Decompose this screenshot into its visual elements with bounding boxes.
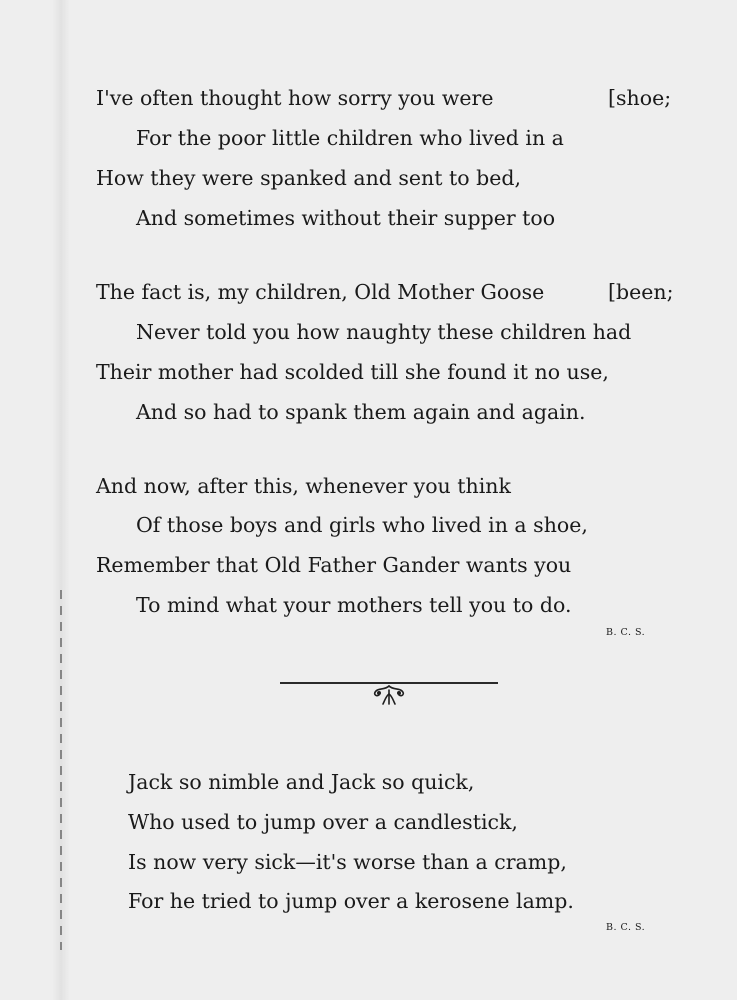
poem1-stanza1-line2: For the poor little children who lived in a bbox=[136, 126, 564, 150]
poem2-line3: Is now very sick—it's worse than a cramp, bbox=[128, 850, 567, 874]
poem1-stanza1-line4: And sometimes without their supper too bbox=[136, 206, 556, 230]
poem1-stanza3-line1: And now, after this, whenever you think bbox=[96, 474, 511, 498]
fleuron-ornament-icon bbox=[367, 682, 411, 708]
poem1-stanza3-line2: Of those boys and girls who lived in a shoe, bbox=[136, 513, 588, 537]
poem1-signature: B. C. S. bbox=[606, 627, 646, 638]
poem2-signature: B. C. S. bbox=[606, 922, 646, 933]
poem1-stanza3-line3: Remember that Old Father Gander wants you bbox=[96, 553, 572, 577]
poem1-stanza2-line3: Their mother had scolded till she found it no use, bbox=[96, 360, 609, 384]
poem1-stanza1-line3: How they were spanked and sent to bed, bbox=[96, 166, 522, 190]
poem1-stanza1-carryover: [shoe; bbox=[608, 86, 672, 110]
poem1-stanza2-line2: Never told you how naughty these children had bbox=[136, 320, 632, 344]
page-fold-crease bbox=[60, 590, 62, 950]
poem1-stanza2-line1: The fact is, my children, Old Mother Goose bbox=[96, 280, 545, 304]
poem2-line2: Who used to jump over a candlestick, bbox=[128, 810, 518, 834]
poem1-stanza3-line4: To mind what your mothers tell you to do. bbox=[136, 593, 572, 617]
poem1-stanza2-carryover: [been; bbox=[608, 280, 674, 304]
poem1-stanza2-line4: And so had to spank them again and again. bbox=[136, 400, 586, 424]
poem2-line4: For he tried to jump over a kerosene lamp. bbox=[128, 889, 574, 913]
poem1-stanza1-line1: I've often thought how sorry you were bbox=[96, 86, 494, 110]
poem2-line1: Jack so nimble and Jack so quick, bbox=[128, 770, 475, 794]
